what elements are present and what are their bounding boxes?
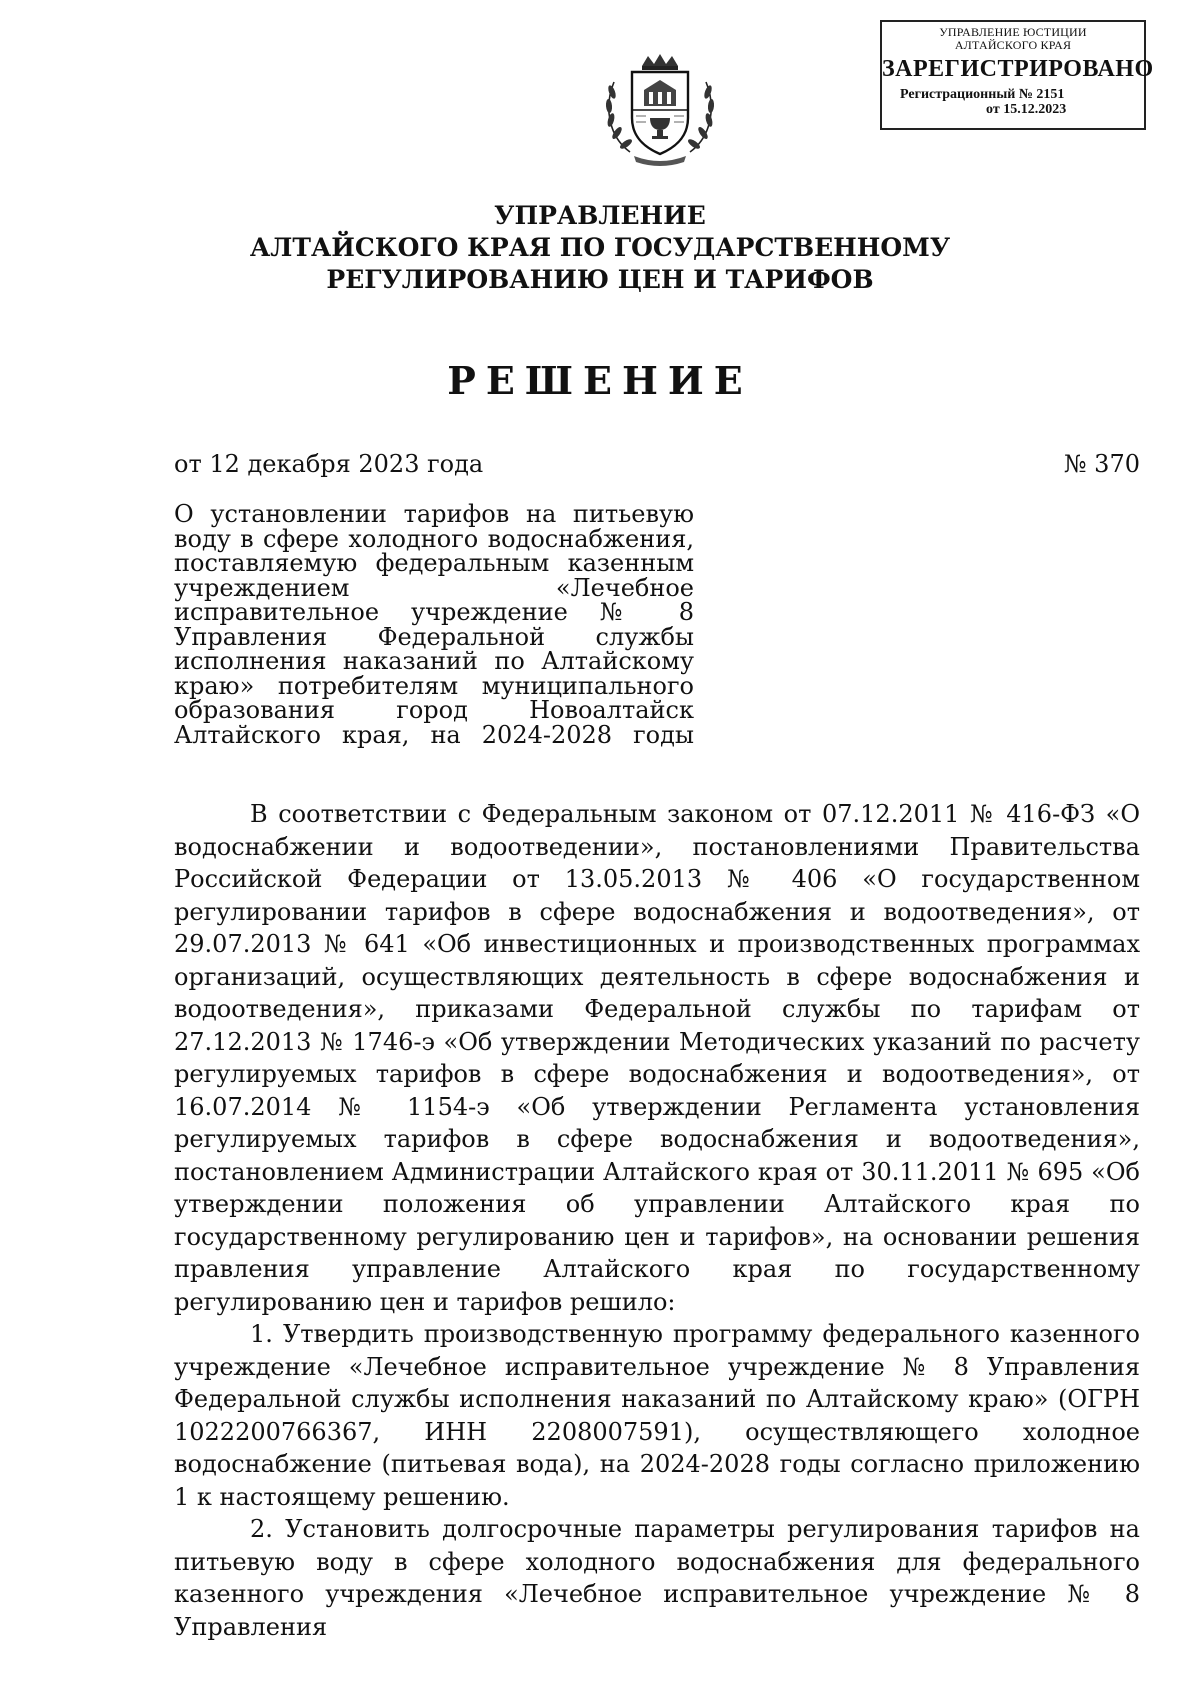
registration-stamp [880,20,1154,130]
stamp-reg-number: Регистрационный № 2151 [900,87,1065,103]
decision-number: № 370 [1063,450,1140,478]
stamp-org-line-2: АЛТАЙСКОГО КРАЯ [954,37,1072,52]
document-body [174,798,1140,1643]
stamp-status: ЗАРЕГИСТРИРОВАНО [882,56,1154,83]
subject-text: О установлении тарифов на питьевую воду в сфере холодного водоснабжения, поставляемую федеральным казенным учреждением «Лечебное исправительное учреждение № 8 Управления Федеральной службы исполнения наказаний по Алтайскому краю» потребителям муниципального образования город Новоалтайск Алтайского края, на 2024-2028 годы [174,500,694,749]
organization-header [0,200,1200,296]
body-item-1: 1. Утвердить производственную программу федерального казенного учреждение «Лечебное исправительное учреждение № 8 Управления Федеральной службы исполнения наказаний по Алтайскому краю» (ОГРН 1022200766367, ИНН 2208007591), осуществляющего холодное водоснабжение (питьевая вода), на 2024-2028 годы согласно приложению 1 к настоящему решению. [174,1320,1140,1511]
stamp-org-line-1: УПРАВЛЕНИЕ ЮСТИЦИИ [939,25,1087,39]
body-item-2: 2. Установить долгосрочные параметры регулирования тарифов на питьевую воду в сфере холодного водоснабжения для федерального казенного учреждения «Лечебное исправительное учреждение № 8 Управления [174,1515,1140,1641]
decision-subject [174,502,694,747]
org-line-1: УПРАВЛЕНИЕ [494,201,706,230]
stamp-reg-date: от 15.12.2023 [986,102,1067,118]
org-line-3: РЕГУЛИРОВАНИЮ ЦЕН И ТАРИФОВ [326,265,874,294]
body-preamble: В соответствии с Федеральным законом от 07.12.2011 № 416-ФЗ «О водоснабжении и водоотведении», постановлениями Правительства Российской Федерации от 13.05.2013 № 406 «О государственном регулировании тарифов в сфере водоснабжения и водоотведения», от 29.07.2013 № 641 «Об инвестиционных и производственных программах организаций, осуществляющих деятельность в сфере водоснабжения и водоотведения», приказами Федеральной службы по тарифам от 27.12.2013 № 1746-э «Об утверждении Методических указаний по расчету регулируемых тарифов в сфере водоснабжения и водоотведения», от 16.07.2014 № 1154-э «Об утверждении Регламента установления регулируемых тарифов в сфере водоснабжения и водоотведения», постановлением Администрации Алтайского края от 30.11.2011 № 695 «Об утверждении положения об управлении Алтайского края по государственному регулированию цен и тарифов», на основании решения правления управление Алтайского края по государственному регулированию цен и тарифов решило: [174,800,1140,1316]
org-line-2: АЛТАЙСКОГО КРАЯ ПО ГОСУДАРСТВЕННОМУ [249,233,951,262]
altai-coat-of-arms-icon [600,52,720,168]
date-number-line [174,450,1140,478]
decision-date: от 12 декабря 2023 года [174,450,484,478]
document-type-title: РЕШЕНИЕ [447,358,753,403]
